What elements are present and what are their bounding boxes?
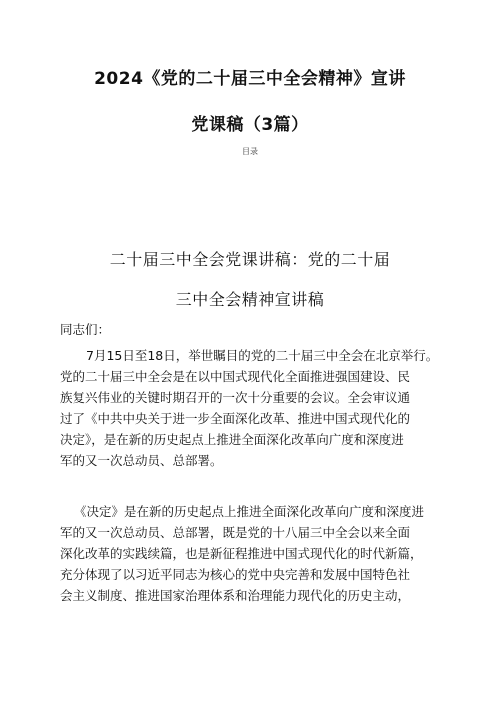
paragraph-line: 深化改革的实践续篇，也是新征程推进中国式现代化的时代新篇，: [60, 546, 423, 561]
paragraph-line: 充分体现了以习近平同志为核心的党中央完善和发展中国特色社: [60, 567, 411, 582]
paragraph-line: 过了《中共中央关于进一步全面深化改革、推进中国式现代化的: [60, 411, 411, 426]
table-of-contents-label: 目录: [242, 147, 258, 156]
greeting: 同志们：: [60, 322, 111, 337]
paragraph-line: 党的二十届三中全会是在以中国式现代化全面推进强国建设、民: [60, 369, 411, 384]
paragraph-line: 会主义制度、推进国家治理体系和治理能力现代化的历史主动，: [60, 588, 411, 603]
paragraph-line: 《决定》是在新的历史起点上推进全面深化改革向广度和深度进: [74, 504, 425, 519]
paragraph-line: 决定》，是在新的历史起点上推进全面深化改革向广度和深度进: [60, 432, 404, 447]
document-title-line-2: 党课稿（3篇）: [191, 115, 309, 135]
section-heading-line-1: 二十届三中全会党课讲稿：党的二十届: [109, 250, 391, 269]
paragraph-line: 族复兴伟业的关键时期召开的一次十分重要的会议。全会审议通: [60, 390, 411, 405]
paragraph-line: 军的又一次总动员、总部署。: [60, 453, 223, 468]
paragraph-1: [60, 345, 450, 471]
paragraph-line: 军的又一次总动员、总部署，既是党的十八届三中全会以来全面: [60, 525, 411, 540]
paragraph-line: 7月15日至18日，举世瞩目的党的二十届三中全会在北京举行。: [86, 348, 439, 363]
paragraph-2: [60, 501, 450, 606]
document-title-line-1: 2024《党的二十届三中全会精神》宣讲: [94, 69, 406, 89]
section-heading-line-2: 三中全会精神宣讲稿: [175, 290, 325, 309]
